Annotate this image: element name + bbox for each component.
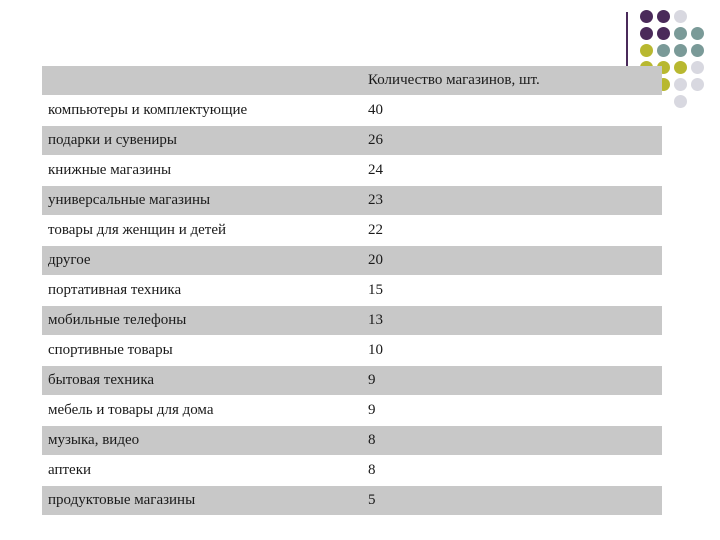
table-row [42,456,662,486]
table-row [42,126,662,156]
table-header-row [42,66,662,96]
row-category: универсальные магазины [42,186,360,216]
decorative-dot [640,27,653,40]
table-row [42,276,662,306]
row-category: товары для женщин и детей [42,216,360,246]
decorative-dot [674,27,687,40]
decorative-dot [691,78,704,91]
decorative-dot [657,44,670,57]
table-row [42,156,662,186]
decorative-dot [674,61,687,74]
row-store-count: 24 [360,156,662,186]
row-store-count: 13 [360,306,662,336]
decorative-dot [674,95,687,108]
row-category: подарки и сувениры [42,126,360,156]
row-store-count: 9 [360,366,662,396]
row-category: аптеки [42,456,360,486]
table-row [42,486,662,516]
row-category: другое [42,246,360,276]
row-category: мобильные телефоны [42,306,360,336]
decorative-dot [691,27,704,40]
decorative-dot [657,10,670,23]
header-category [42,66,360,96]
row-category: портативная техника [42,276,360,306]
header-store-count: Количество магазинов, шт. [360,66,662,96]
table-row [42,366,662,396]
row-store-count: 23 [360,186,662,216]
row-store-count: 5 [360,486,662,516]
row-category: компьютеры и комплектующие [42,96,360,126]
row-store-count: 10 [360,336,662,366]
row-category: музыка, видео [42,426,360,456]
row-store-count: 15 [360,276,662,306]
row-store-count: 26 [360,126,662,156]
row-store-count: 20 [360,246,662,276]
row-category: мебель и товары для дома [42,396,360,426]
decorative-dot [640,44,653,57]
decorative-dot [674,10,687,23]
decorative-dot [691,44,704,57]
row-category: бытовая техника [42,366,360,396]
table-row [42,306,662,336]
row-category: спортивные товары [42,336,360,366]
table-row [42,96,662,126]
store-count-table [42,66,662,516]
row-store-count: 8 [360,456,662,486]
row-category: книжные магазины [42,156,360,186]
row-store-count: 8 [360,426,662,456]
table-row [42,246,662,276]
row-store-count: 22 [360,216,662,246]
decorative-dot [674,44,687,57]
decorative-dot [674,78,687,91]
decorative-dot [691,61,704,74]
table-row [42,336,662,366]
table-row [42,426,662,456]
row-store-count: 40 [360,96,662,126]
decorative-dot [640,10,653,23]
table-row [42,186,662,216]
row-store-count: 9 [360,396,662,426]
decorative-dot [657,27,670,40]
row-category: продуктовые магазины [42,486,360,516]
table-row [42,396,662,426]
table-row [42,216,662,246]
